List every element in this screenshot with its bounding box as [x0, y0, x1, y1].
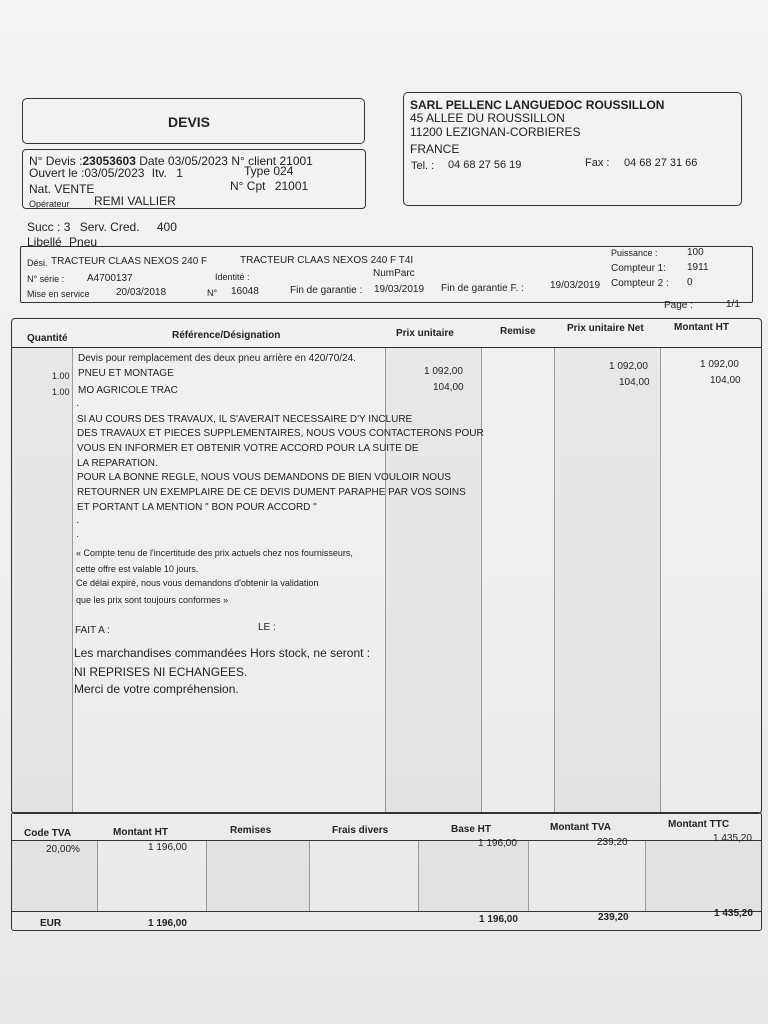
- dot-3: ·: [76, 531, 80, 542]
- stock-line-3: Merci de votre compréhension.: [74, 682, 239, 696]
- itv-label: Itv.: [151, 166, 167, 180]
- serie-value: A4700137: [87, 273, 133, 284]
- succ-row: [27, 220, 177, 234]
- company-country: FRANCE: [410, 142, 460, 156]
- totals-col-6: [645, 841, 646, 911]
- footer-currency: EUR: [40, 918, 62, 929]
- totals-shade-7: [645, 841, 761, 911]
- disclaimer-1: « Compte tenu de l'incertitude des prix actuels chez nos fournisseurs,: [76, 548, 353, 558]
- totals-montant-ht: 1 196,00: [148, 842, 187, 853]
- desi-2: TRACTEUR CLAAS NEXOS 240 F T4I: [240, 255, 414, 266]
- line-1-label: PNEU ET MONTAGE: [78, 368, 174, 379]
- tel-label: Tel. :: [411, 160, 435, 172]
- shade-col-1: [12, 348, 72, 813]
- line-2-pu: 104,00: [433, 382, 464, 393]
- header-remise: Remise: [500, 326, 536, 337]
- totals-col-1: [97, 841, 98, 911]
- page-value: 1/1: [726, 299, 740, 310]
- col-divider-4: [554, 348, 555, 813]
- compteur1-value: 1911: [687, 262, 709, 273]
- header-montant-ht: Montant HT: [674, 322, 729, 333]
- note-line-2: DES TRAVAUX ET PIECES SUPPLEMENTAIRES, NOUS VOUS CONTACTERONS POUR: [77, 428, 484, 439]
- stock-line-1: Les marchandises commandées Hors stock, ne seront :: [74, 646, 371, 660]
- quote-date-label: Date: [139, 154, 165, 168]
- note-line-7: ET PORTANT LA MENTION " BON POUR ACCORD ": [77, 502, 317, 513]
- totals-header-frais: Frais divers: [332, 825, 389, 836]
- libelle-value: Pneu: [69, 235, 98, 249]
- desi-label: Dési.: [27, 258, 48, 268]
- header-prix-net: Prix unitaire Net: [567, 323, 644, 334]
- note-line-5: POUR LA BONNE REGLE, NOUS VOUS DEMANDONS DE BIEN VOULOIR NOUS: [77, 472, 451, 483]
- quote-intro: Devis pour remplacement des deux pneu arrière en 420/70/24.: [78, 353, 356, 364]
- serv-cred-value: 400: [156, 220, 177, 234]
- nat-row: [29, 182, 94, 196]
- opened-label: Ouvert le :: [29, 166, 85, 180]
- itv-value: 1: [176, 166, 183, 180]
- fax-value: 04 68 27 31 66: [624, 157, 698, 169]
- compteur2-value: 0: [687, 277, 693, 288]
- stock-line-2: NI REPRISES NI ECHANGEES.: [74, 665, 248, 679]
- nat-label: Nat.: [29, 182, 52, 196]
- totals-col-5: [528, 841, 529, 911]
- totals-header-base-ht: Base HT: [451, 824, 492, 835]
- totals-header-montant-ttc: Montant TTC: [668, 819, 730, 830]
- compteur1-label: Compteur 1:: [611, 263, 667, 274]
- line-2-label: MO AGRICOLE TRAC: [78, 385, 178, 396]
- tel-value: 04 68 27 56 19: [448, 159, 522, 171]
- line-2-qty: 1.00: [52, 387, 70, 397]
- totals-header-remises: Remises: [230, 825, 272, 836]
- page-label: Page :: [664, 300, 693, 311]
- totals-header-montant-ht: Montant HT: [113, 827, 168, 838]
- note-line-6: RETOURNER UN EXEMPLAIRE DE CE DEVIS DUMENT PARAPHE PAR VOS SOINS: [77, 487, 466, 498]
- disclaimer-3: Ce délai expiré, nous vous demandons d'obtenir la validation: [76, 578, 319, 588]
- company-name: SARL PELLENC LANGUEDOC ROUSSILLON: [410, 98, 665, 112]
- cpt-row: [230, 179, 308, 193]
- totals-col-4: [418, 841, 419, 911]
- totals-code-tva: 20,00%: [46, 844, 80, 855]
- dot-2: ·: [76, 517, 80, 528]
- totals-montant-tva: 239,20: [597, 837, 628, 848]
- totals-footer-divider: [12, 911, 761, 912]
- footer-montant-ht: 1 196,00: [148, 918, 187, 929]
- cpt-label: N° Cpt: [230, 179, 266, 193]
- line-1-pu: 1 092,00: [424, 366, 463, 377]
- libelle-label: Libellé: [27, 235, 62, 249]
- type-value: 024: [273, 164, 294, 178]
- garantie-label: Fin de garantie :: [290, 285, 363, 296]
- header-prix-unitaire: Prix unitaire: [396, 328, 454, 339]
- totals-header-montant-tva: Montant TVA: [550, 822, 611, 833]
- succ-label: Succ :: [27, 220, 61, 234]
- opened-date: 03/05/2023: [84, 166, 145, 180]
- nat-value: VENTE: [54, 182, 95, 196]
- company-address2: 11200 LEZIGNAN-CORBIERES: [410, 125, 581, 139]
- serv-cred-label: Serv. Cred.: [79, 220, 140, 234]
- totals-header-code-tva: Code TVA: [24, 828, 72, 839]
- garantie-value: 19/03/2019: [374, 284, 425, 295]
- serie-label: N° série :: [27, 274, 65, 284]
- line-2-net: 104,00: [619, 377, 650, 388]
- le-label: LE :: [258, 622, 276, 633]
- footer-montant-ttc: 1 435,20: [714, 908, 753, 919]
- footer-base-ht: 1 196,00: [479, 914, 518, 925]
- col-divider-3: [481, 348, 482, 813]
- dot-1: ·: [76, 400, 80, 411]
- shade-col-5: [554, 348, 660, 813]
- line-2-total: 104,00: [710, 375, 741, 386]
- desi-1: TRACTEUR CLAAS NEXOS 240 F: [51, 256, 208, 267]
- succ-value: 3: [63, 220, 71, 234]
- col-divider-5: [660, 348, 661, 813]
- cpt-value: 21001: [274, 179, 309, 193]
- identite-label: Identité :: [215, 272, 250, 282]
- operator-label: Opérateur: [29, 199, 70, 209]
- header-quantite: Quantité: [27, 333, 68, 344]
- client-number: 21001: [279, 154, 313, 168]
- note-line-3: VOUS EN INFORMER ET OBTENIR VOTRE ACCORD POUR LA SUITE DE: [77, 443, 419, 454]
- no-value: 16048: [231, 286, 259, 297]
- totals-col-2: [206, 841, 207, 911]
- col-divider-1: [72, 348, 73, 813]
- header-reference: Référence/Désignation: [172, 330, 281, 341]
- totals-montant-ttc: 1 435,20: [713, 833, 752, 844]
- operator-name: REMI VALLIER: [94, 194, 176, 208]
- disclaimer-4: que les prix sont toujours conformes »: [76, 595, 229, 605]
- line-1-qty: 1.00: [52, 371, 70, 381]
- quote-number: 23053603: [82, 154, 136, 168]
- fait-a-label: FAIT A :: [75, 625, 110, 636]
- puissance-value: 100: [687, 247, 704, 258]
- totals-base-ht: 1 196,00: [478, 838, 517, 849]
- note-line-1: SI AU COURS DES TRAVAUX, IL S'AVERAIT NECESSAIRE D'Y INCLURE: [77, 414, 413, 425]
- mise-service-label: Mise en service: [27, 289, 90, 299]
- document-title: DEVIS: [168, 114, 211, 130]
- garantie-f-value: 19/03/2019: [550, 280, 601, 291]
- totals-col-3: [309, 841, 310, 911]
- footer-montant-tva: 239,20: [598, 912, 629, 923]
- disclaimer-2: cette offre est valable 10 jours.: [76, 564, 199, 574]
- puissance-label: Puissance :: [611, 248, 658, 258]
- type-label: Type: [244, 164, 271, 178]
- opened-row: [29, 166, 183, 180]
- fax-label: Fax :: [585, 157, 610, 169]
- client-label: N° client: [231, 154, 277, 168]
- totals-shade-5: [418, 841, 528, 911]
- mise-service-value: 20/03/2018: [116, 287, 167, 298]
- company-address1: 45 ALLEE DU ROUSSILLON: [410, 111, 565, 125]
- line-1-net: 1 092,00: [609, 361, 648, 372]
- note-line-4: LA REPARATION.: [77, 458, 158, 469]
- no-label: N°: [207, 288, 218, 298]
- line-1-total: 1 092,00: [700, 359, 739, 370]
- numparc-label: NumParc: [373, 268, 415, 279]
- compteur2-label: Compteur 2 :: [611, 278, 669, 289]
- garantie-f-label: Fin de garantie F. :: [441, 283, 524, 294]
- type-row: [244, 164, 293, 178]
- totals-shade-3: [206, 841, 309, 911]
- quote-date: 03/05/2023: [167, 154, 228, 168]
- quote-number-label: N° Devis :: [29, 154, 83, 168]
